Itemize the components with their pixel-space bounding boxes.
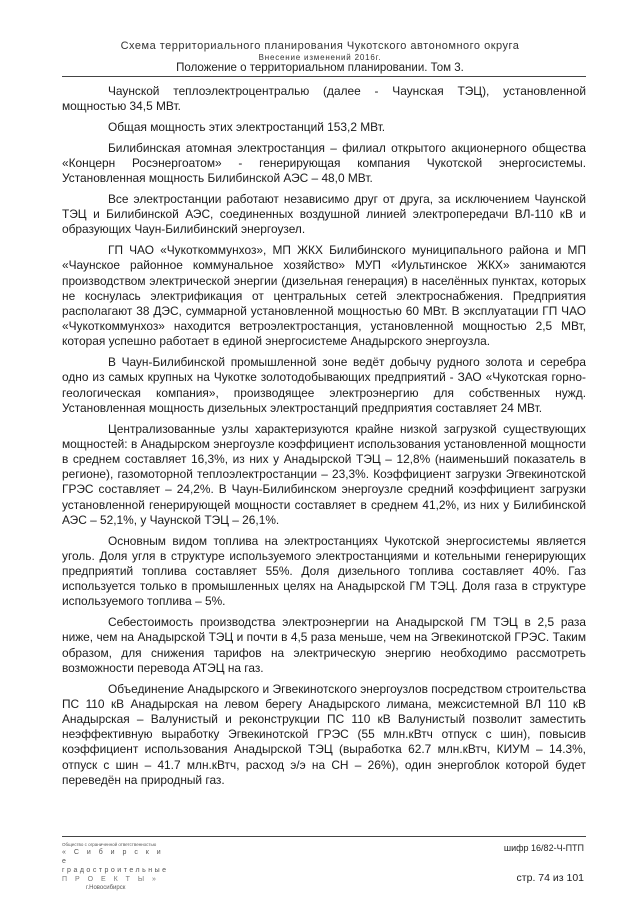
logo-line: градостроительные bbox=[62, 867, 169, 874]
document-subtitle: Внесение изменений 2016г. bbox=[258, 53, 382, 62]
header-divider bbox=[62, 76, 586, 77]
volume-title: Положение о территориальном планировании. Том 3. bbox=[176, 62, 464, 74]
paragraph: Все электростанции работают независимо друг от друга, за исключением Чаунской ТЭЦ и Билибинской АЭС, соединенных воздушной линией электропередачи ВЛ-110 кВ и образующих Чаун-Билибинский энергоузел. bbox=[62, 192, 586, 237]
paragraph: Чаунской теплоэлектроцентралью (далее - Чаунская ТЭЦ), установленной мощностью 34,5 МВт. bbox=[62, 84, 586, 114]
logo-line: П Р О Е К Т Ы » bbox=[62, 876, 159, 883]
paragraph: Билибинская атомная электростанция – филиал открытого акционерного общества «Концерн Росэнергоатом» - генерирующая компания Чукотской энергосистемы. Установленная мощность Билибинской АЭС – 48,0 МВт. bbox=[62, 140, 586, 186]
footer-divider bbox=[62, 836, 586, 837]
paragraph: Централизованные узлы характеризуются крайне низкой загрузкой существующих мощностей: в Анадырском энергоузле коэффициент использования установленной мощности в среднем составляет 16,3%, из них у Анадырской ТЭЦ – 12,8% (наименьший показатель в регионе), газомоторной теплоэлектростанции – 23,3%. Коэффициент загрузки Эгвекинотской ГРЭС составляет – 24,2%. В Чаун-Билибинском энергоузле средний коэффициент загрузки установленной генерирующей мощности составляет в среднем 41,2%, из них у Билибинской АЭС – 52,1%, у Чаунской ТЭЦ – 26,1%. bbox=[62, 421, 586, 527]
paragraph: Объединение Анадырского и Эгвекинотского энергоузлов посредством строительства ПС 110 кВ Анадырская на левом берегу Анадырского лимана, межсистемной ВЛ 110 кВ Анадырская – Валунистый и реконструкции ПС 110 кВ Валунистый позволит заместить неэффективную выработку Эгвекинотской ГРЭС (55 млн.кВтч отпуск с шин), повысив коэффициент использования Анадырской ТЭЦ (выработка 62.7 млн.кВтч, КИУМ – 14.3%, отпуск с шин – 41.7 млн.кВтч, расход э/э на СН – 26%), один энергоблок которой будет переведён на природный газ. bbox=[62, 681, 586, 787]
company-logo bbox=[62, 842, 172, 892]
logo-city: г.Новосибирск bbox=[86, 885, 126, 891]
document-code: шифр 16/82-Ч-ПТП bbox=[503, 843, 584, 853]
document-body bbox=[62, 84, 586, 794]
page-number: стр. 74 из 101 bbox=[516, 872, 584, 884]
logo-line: « С и б и р с к и е bbox=[62, 849, 164, 865]
paragraph: Общая мощность этих электростанций 153,2 МВт. bbox=[108, 120, 386, 134]
logo-line: Общество с ограниченной ответственностью bbox=[62, 842, 157, 847]
document-title: Схема территориального планирования Чукотского автономного округа bbox=[120, 40, 520, 52]
paragraph: ГП ЧАО «Чукоткоммунхоз», МП ЖКХ Билибинского муниципального района и МП «Чаунское районное коммунальное хозяйство» МУП «Иультинское ЖКХ» занимаются производством электрической энергии (дизельная генерация) в населённых пунктах, которых не коснулась электрификация от центральных сетей электроснабжения. Предприятия располагают 38 ДЭС, суммарной установленной мощностью 60 МВт. В эксплуатации ГП ЧАО «Чукоткоммунхоз» находится ветроэлектростанция, установленной мощностью 2,5 МВт, которая успешно работает в единой энергосистеме Анадырского энергоузла. bbox=[62, 243, 586, 349]
paragraph: Себестоимость производства электроэнергии на Анадырской ГМ ТЭЦ в 2,5 раза ниже, чем на Анадырской ТЭЦ и почти в 4,5 раза меньше, чем на Эгвекинотской ГРЭС. Таким образом, для снижения тарифов на электрическую энергию необходимо рассмотреть возможности перевода АТЭЦ на газ. bbox=[62, 615, 586, 675]
paragraph: В Чаун-Билибинской промышленной зоне ведёт добычу рудного золота и серебра одно из самых крупных на Чукотке золотодобывающих предприятий - ЗАО «Чукотская горно-геологическая компания», производящее электроэнергию для собственных нужд. Установленная мощность дизельных электростанций предприятия составляет 24 МВт. bbox=[62, 355, 586, 415]
paragraph: Основным видом топлива на электростанциях Чукотской энергосистемы является уголь. Доля угля в структуре используемого электростанциями и котельными генерирующих предприятий топлива составляет 55%. Доля дизельного топлива составляет 40%. Газ используется только в промышленных целях на Анадырской ГМ ТЭЦ. Доля газа в структуре используемого топлива – 5%. bbox=[62, 533, 586, 609]
